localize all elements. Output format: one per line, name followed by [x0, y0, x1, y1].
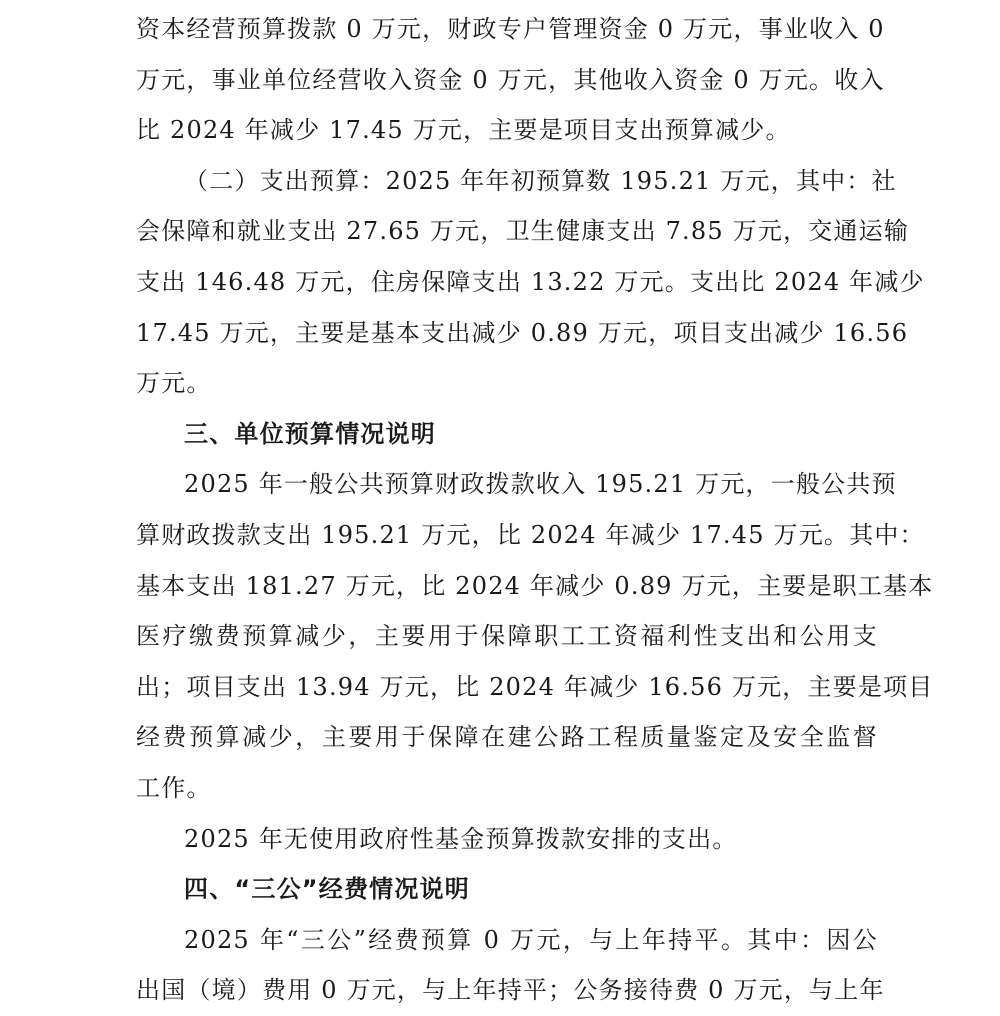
section-3-paragraph-1 [136, 459, 934, 813]
text-line: 算财政拨款支出 195.21 万元，比 2024 年减少 17.45 万元。其中： [136, 520, 925, 549]
section-4-heading: 四、“三公”经费情况说明 [184, 875, 470, 904]
document-page [136, 4, 934, 1016]
section-3-paragraph-2: 2025 年无使用政府性基金预算拨款安排的支出。 [184, 824, 738, 853]
text-line: 资本经营预算拨款 0 万元，财政专户管理资金 0 万元，事业收入 0 [136, 15, 885, 43]
income-tail-paragraph [136, 4, 885, 156]
text-line: 会保障和就业支出 27.65 万元，卫生健康支出 7.85 万元，交通运输 [136, 217, 910, 246]
section-3-heading: 三、单位预算情况说明 [184, 419, 436, 448]
text-line: 基本支出 181.27 万元，比 2024 年减少 0.89 万元，主要是职工基本 [136, 571, 934, 600]
text-line: 2025 年一般公共预算财政拨款收入 195.21 万元，一般公共预 [184, 470, 897, 499]
text-line: 工作。 [136, 773, 212, 802]
text-line: 出国（境）费用 0 万元，与上年持平；公务接待费 0 万元，与上年 [136, 976, 885, 1005]
text-line: （二）支出预算：2025 年年初预算数 195.21 万元，其中：社 [184, 166, 897, 195]
text-line: 万元，事业单位经营收入资金 0 万元，其他收入资金 0 万元。收入 [136, 65, 885, 94]
text-line: 2025 年“三公”经费预算 0 万元，与上年持平。其中：因公 [184, 925, 878, 954]
text-line: 支出 146.48 万元，住房保障支出 13.22 万元。支出比 2024 年减少 [136, 267, 925, 296]
text-line: 出；项目支出 13.94 万元，比 2024 年减少 16.56 万元，主要是项目 [136, 672, 934, 701]
text-line: 比 2024 年减少 17.45 万元，主要是项目支出预算减少。 [136, 116, 791, 145]
text-line: 万元。 [136, 369, 212, 398]
section-4-paragraph [136, 915, 885, 1016]
text-line: 医疗缴费预算减少，主要用于保障职工工资福利性支出和公用支 [136, 622, 878, 651]
text-line: 经费预算减少，主要用于保障在建公路工程质量鉴定及安全监督 [136, 723, 878, 752]
expenditure-paragraph [136, 156, 925, 409]
text-line: 17.45 万元，主要是基本支出减少 0.89 万元，项目支出减少 16.56 [136, 318, 909, 347]
